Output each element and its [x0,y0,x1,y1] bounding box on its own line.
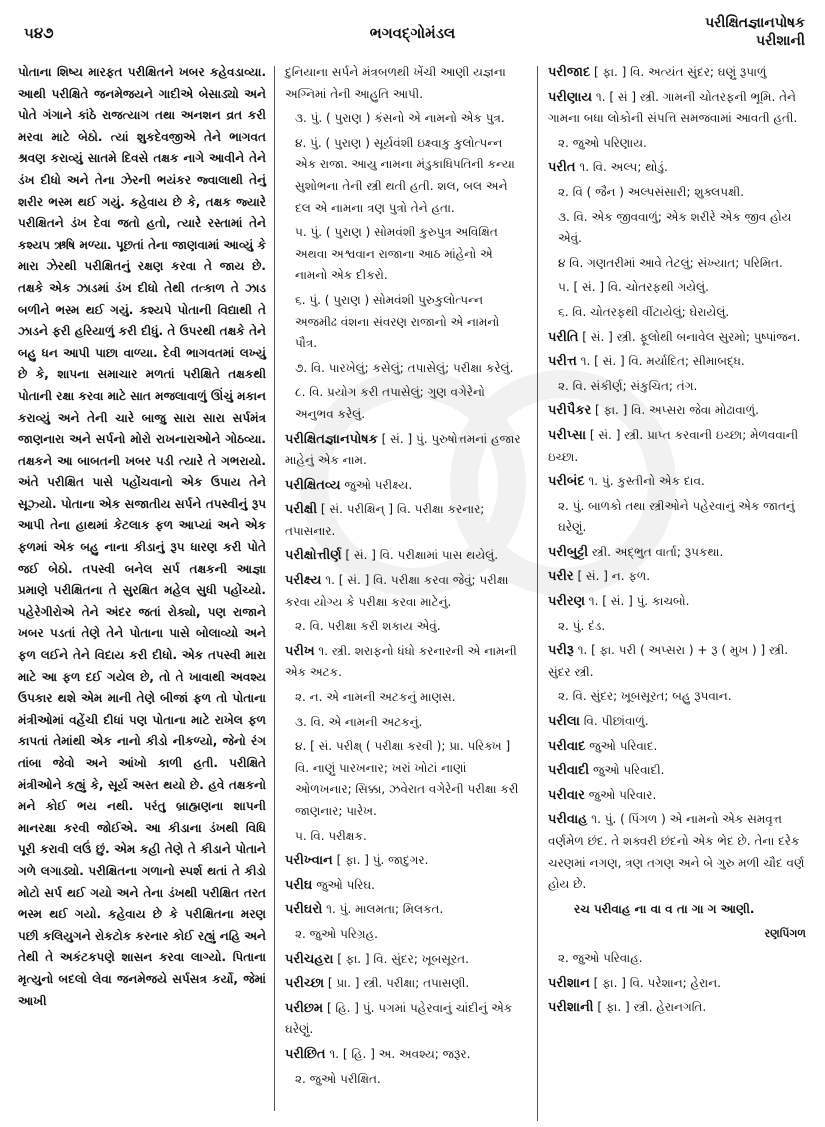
dictionary-entry [548,471,806,493]
definition-text: જુઓ પરીક્ષ્ય. [344,477,413,492]
dictionary-entry [285,545,525,567]
page-number: ૫૪૭ [24,24,54,42]
page-header [0,0,825,60]
dictionary-entry [285,499,525,542]
entry-sense [285,687,525,709]
left-column [18,62,266,1012]
dictionary-entry [548,736,806,758]
dictionary-entry [548,785,806,807]
entry-sense [285,108,525,130]
headword: પરીવાદ [548,738,586,754]
headword: પરીજાદ [548,65,591,80]
entry-sense [285,712,525,734]
definition-text: રચ પરીવાહ ના વા વ તા ગા ગ આણી. [574,901,755,916]
entry-sense [548,686,806,708]
entry-sense [548,207,806,250]
definition-text: ૮. વિ. પ્રયોગ કરી તપાસેલું; ગુણ વગેરેનો અનુભવ કરેલું. [295,385,485,421]
headword: પરીક્ષિતવ્ય [285,477,341,493]
headword: પરીખ્વાન [285,853,333,869]
dictionary-entry [285,899,525,921]
headword: પરીશાની [548,1000,594,1016]
dictionary-entry [548,760,806,782]
definition-text: ૧. [ સં. ] વિ. મર્યાદિત; સીમાબદ્ધ. [580,354,745,369]
definition-text: ૨. વિ. સુંદર; ખૂબસૂરત; બહુ રૂપવાન. [558,689,732,704]
book-title: ભગવદ્ગોમંડલ [369,24,456,42]
dictionary-entry [548,809,806,895]
dictionary-entry [548,400,806,422]
definition-text: ૧. પું. ( પિંગળ ) એ નામનો એક સમવૃત્ત વર્ણમેળ છંદ. તે શક્વરી છંદનો એક ભેદ છે. તેના દરેક ચરણમાં નગણ, ત્રણ તગણ અને બે ગુરુ મળી ચૌદ વર્ણ હોય છે. [548,812,805,892]
headword: પરીઘરો [285,902,323,918]
definition-text: ૫. વિ. પરીક્ષક. [295,828,367,843]
definition-text: રણપિંગળ [764,927,806,941]
column-divider-right [537,66,538,1121]
definition-text: ૩. પું. ( પુરાણ ) કંસનો એ નામનો એક પુત્ર. [295,111,505,126]
definition-text: [ સં. ] ન. ફળ. [577,569,651,584]
dictionary-entry [285,850,525,872]
dictionary-entry [548,327,806,349]
headword: પરીરૂ [548,643,574,659]
definition-text: ૨. જુઓ પરીક્ષિત. [295,1071,381,1086]
entry-sense [548,496,806,539]
headword: પરીક્ષોત્તીર્ણ [285,548,342,564]
definition-text: [ સં. ] વિ. પરીક્ષામાં પાસ થયેલું. [345,548,499,563]
headword: પરીપ્સા [548,427,587,443]
definition-text: ૨. વિ. સંકીર્ણ; સંકુચિત; તંગ. [558,378,698,393]
headword: પરીત [548,160,576,176]
dictionary-entry [548,566,806,588]
dictionary-entry [285,949,525,971]
headword: પરીક્ષિતજ્ઞાનપોષક [285,431,378,447]
entry-sense [285,1069,525,1091]
entry-sense [548,182,806,204]
guide-words [705,14,805,50]
dictionary-entry [548,62,806,84]
headword: પરીલા [548,714,580,730]
headword: પરીવાર [548,787,585,803]
definition-text: ૧. પું. કુસ્તીનો એક દાવ. [588,474,705,489]
entry-sense [285,133,525,219]
headword: પરીપૈકર [548,403,592,419]
definition-text: સ્ત્રી. અદ્ભુત વાર્તા; રૂપકથા. [591,544,724,559]
definition-text: ૨. વિ ( જૈન ) અલ્પસંસારી; શુક્લપક્ષી. [558,184,744,199]
entry-sense [285,736,525,822]
definition-text: ૨. પું. બાળકો તથા સ્ત્રીઓને પહેરવાનું એક જાતનું ઘરેણું. [558,498,795,535]
dictionary-entry [548,997,806,1019]
definition-text: ૨. ન. એ નામની અટકનું માણસ. [295,690,456,705]
headword: પરીત્ત [548,354,577,370]
entry-sense [548,277,806,299]
dictionary-entry [548,157,806,179]
dictionary-entry [548,87,806,130]
definition-text: ૨. વિ. પરીક્ષા કરી શકાય એવું. [295,619,441,634]
entry-sense [285,924,525,946]
definition-text: ૨. જુઓ પરિગ્રહ. [295,926,378,941]
entry-sense [285,358,525,380]
entry-sense [548,253,806,275]
definition-text: [ ફા. ] વિ. સુંદર; ખૂબસૂરત. [337,951,469,966]
entry-sense [285,290,525,355]
definition-text: [ પ્રા. ] સ્ત્રી. પરીક્ષા; તપાસણી. [327,976,470,991]
headword: પરીચહરા [285,951,334,967]
dictionary-entry [548,711,806,733]
headword: પરીરણ [548,594,585,610]
entry-sense [285,826,525,848]
example-verse [548,899,806,921]
dictionary-entry [285,1044,525,1066]
entry-sense [548,376,806,398]
guide-word-last: પરીશાની [756,33,805,49]
definition-text: [ ફા. ] વિ. અપ્સરા જેવા મોઢાવાળું. [595,403,759,418]
definition-text: જુઓ પરિવાદ. [589,738,658,753]
definition-text: [ સં. ] સ્ત્રી. ફૂલોથી બનાવેલ સુરમો; પુષ્પાંજન. [582,329,801,344]
dictionary-entry [285,998,525,1041]
definition-text: ૨. પું. દંડ. [558,618,606,633]
entry-sense [548,616,806,638]
dictionary-entry [285,570,525,613]
entry-sense [285,62,525,105]
dictionary-entry [285,641,525,684]
dictionary-entry [285,973,525,995]
headword: પરીશાન [548,975,590,991]
definition-text: ૧. [ સં ] સ્ત્રી. ગામની ચોતરફની ભૂમિ. તેને ગામના બધા લોકોની સંપત્તિ સમજવામાં આવતી હતી. [548,89,798,126]
definition-text: જુઓ પરિવાર. [588,787,657,802]
definition-text: ૧. [ હિ. ] અ. અવશ્ય; જરૂર. [329,1046,471,1061]
dictionary-entry [548,542,806,564]
definition-text: ૫. પું. ( પુરાણ ) સોમવંશી કુરુપુત્ર અવિક્ષિત અથવા અશ્વવાન રાજાના આઠ માંહેનો એ નામનો એક દીકરો. [295,225,498,283]
definition-text: જુઓ પરિવાદી. [592,763,665,778]
dictionary-entry [548,973,806,995]
headword: પરીણાય [548,89,593,105]
definition-text: ૭. વિ. પારખેલું; કસેલું; તપાસેલું; પરીક્ષા કરેલું. [295,360,514,375]
narrative-paragraph: પોતાના શિષ્ય મારફત પરીક્ષિતને ખબર કહેવડાવ્યા. આથી પરીક્ષિતે જનમેજયને ગાદીએ બેસાડ્યો અને પોતે ગંગાને કાંઠે રાજત્યાગ તથા અનશન વ્રત કરી મરવા માટે બેઠો. ત્યાં શુકદેવજીએ તેને ભાગવત શ્રવણ કરાવ્યું સાતમે દિવસે તક્ષક નાગે આવીને તેને ડંખ દીધો અને તેના ઝેરની ભયંકર જ્વાલાથી તેનું શરીર ભસ્મ થઈ ગયું. કહેવાય છે કે, તક્ષક જ્યારે પરીક્ષિતને ડંખ દેવા જતો હતો, ત્યારે રસ્તામાં તેને કશ્યપ ઋષિ મળ્યા. પૂછતાં તેના જાણવામાં આવ્યું કે મારા ઝેરથી પરીક્ષિતનું રક્ષણ કરવા તે જાય છે. તક્ષકે એક ઝાડમાં ડંખ દીધો તેથી તત્કાળ તે ઝાડ બળીને ભસ્મ થઈ ગયું. કશ્યપે પોતાની વિદ્યાથી તે ઝાડને ફરી હરિયાળું કરી દીધું. તે ઉપરથી તક્ષકે તેને બહુ ધન આપી પાછા વાળ્યા. દેવી ભાગવતમાં લખ્યું છે કે, શાપના સમાચાર મળતાં પરીક્ષિતે તક્ષકથી પોતાની રક્ષા કરવા માટે સાત મજલાવાળું ઊંચું મકાન કરાવ્યું અને તેની ચારે બાજુ સારા સારા સર્પમંત્ર જાણનારા અને સર્પનો મોરો રાખનારાઓને ગોઠવ્યા. તક્ષકને આ બાબતની ખબર પડી ત્યારે તે ગભરાયો. અંતે પરીક્ષિત પાસે પહોંચવાનો એક ઉપાય તેને સૂઝ્યો. પોતાના એક સજાતીય સર્પને તપસ્વીનું રૂપ આપી તેના હાથમાં કેટલાક ફળ આપ્યાં અને એક ફળમાં એક બહુ નાના કીડાનું રૂપ ધારણ કરી પોતે જઈ બેઠો. તપસ્વી બનેલ સર્પ તક્ષકની આજ્ઞા પ્રમાણે પરીક્ષિતના તે સુરક્ષિત મહેલ સુધી પહોંચ્યો. પહેરેગીરોએ તેને અંદર જતાં રોક્યો, પણ રાજાને ખબર પડતાં તેણે તેને પોતાના પાસે બોલાવ્યો અને ફળ લઈને તેને વિદાય કરી દીધો. એક તપસ્વી મારા માટે આ ફળ દઈ ગયેલ છે, તો તે ખાવાથી અવશ્ય ઉપકાર થશે એમ માની તેણે બીજાં ફળ તો પોતાના મંત્રીઓમાં વહેંચી દીધાં પણ પોતાના માટે રાખેલ ફળ કાપતાં તેમાંથી એક નાનો કીડો નીકળ્યો, જેનો રંગ તાંબા જેવો અને આંખો કાળી હતી. પરીક્ષિતે મંત્રીઓને કહ્યું કે, સૂર્ય અસ્ત થયો છે. હવે તક્ષકનો મને કોઈ ભય નથી. પરંતુ બ્રાહ્મણના શાપની માનરક્ષા કરવી જોઈએ. આ કીડાના ડંખથી વિધિ પૂરી કરાવી લઉં છું. એમ કહી તેણે તે કીડાને પોતાને ગળે લગાડ્યો. પરીક્ષિતના ગળાનો સ્પર્શ થતાં તે કીડો મોટો સર્પ થઈ ગયો અને તેના ડંખથી પરીક્ષિત તરત ભસ્મ થઈ ગયો. કહેવાય છે કે પરીક્ષિતના મરણ પછી કલિયુગને રોકટોક કરનાર કોઈ રહ્યું નહિ અને તેથી તે અકંટકપણે શાસન કરવા લાગ્યો. પિતાના મૃત્યુનો બદલો લેવા જનમેજયે સર્પસત્ર કર્યો, જેમાં આખી [18,65,266,1008]
headword: પરીક્ષ્ય [285,573,322,589]
verse-attribution [548,923,806,945]
definition-text: ૧. સ્ત્રી. શરાફનો ધંધો કરનારની એ નામની એક અટક. [285,643,517,680]
definition-text: ૪. [ સં. પરીક્ષ્ ( પરીક્ષા કરવી ); પ્રા. પરિક્ખ ] વિ. નાણું પારખનાર; ખરાં ખોટાં નાણાં ઓળખનાર; સિક્કા, ઝવેરાત વગેરેની પરીક્ષા કરી જાણનાર; પારેખ. [295,739,519,818]
headword: પરીખ [285,643,315,659]
definition-text: જુઓ પરિઘ. [316,877,375,892]
dictionary-entry [285,429,525,472]
definition-text: [ ફા. ] પું. જાદુગર. [336,853,429,868]
entry-sense [548,948,806,970]
entry-sense [285,222,525,287]
definition-text: [ સં. પરીક્ષિન્ ] વિ. પરીક્ષા કરનાર; તપાસનાર. [285,502,485,538]
headword: પરીઘ [285,877,313,893]
dictionary-entry [285,875,525,897]
entry-sense [285,382,525,425]
definition-text: ૪ વિ. ગણતરીમાં આવે તેટલું; સંખ્યાત; પરિમિત. [558,255,783,270]
column-divider-left [274,66,275,1111]
definition-text: [ હિ. ] પું. પગમાં પહેરવાનું ચાંદીનું એક ઘરેણું. [285,1000,513,1037]
definition-text: ૩. વિ. એ નામની અટકનું. [295,714,423,729]
definition-text: ૨. જુઓ પરિણાય. [558,135,647,150]
definition-text: ૬. પું. ( પુરાણ ) સોમવંશી પુરુકુલોત્પન્ન અજમીઢ વંશના સંવરણ રાજાનો એ નામનો પૌત્ર. [295,292,500,351]
entry-sense [548,133,806,155]
headword: પરીવાદી [548,763,590,779]
definition-text: ૧. પું. માલમતા; મિલકત. [326,902,444,917]
definition-text: ૫. [ સં. ] વિ. ચોતરફથી ગયેલું. [558,280,709,295]
definition-text: ૩. વિ. એક જીવવાળું; એક શરીરે એક જીવ હોય એવું. [558,209,792,246]
headword: પરીબુટ્ટી [548,544,589,560]
headword: પરીછિત [285,1046,326,1062]
headword: પરીચ્છા [285,976,325,992]
headword: પરીતિ [548,329,579,345]
dictionary-entry [548,351,806,373]
dictionary-entry [548,640,806,683]
definition-text: ૬. વિ. ચોતરફથી વીંટાયેલું; ઘેરાયેલું. [558,304,730,319]
headword: પરીબંદ [548,474,585,490]
definition-text: [ સં. ] પું. પુરુષોત્તમનાં હજાર માહેનું એક નામ. [285,431,521,468]
headword: પરીવાહ [548,812,588,828]
definition-text: ૧. [ ફા. પરી ( અપ્સરા ) + રૂ ( મુખ ) ] સ્ત્રી. સુંદર સ્ત્રી. [548,643,789,679]
headword: પરીછમ [285,1000,324,1016]
definition-text: [ ફા. ] સ્ત્રી. હેરાનગતિ. [597,1000,707,1015]
right-column [548,62,806,1022]
definition-text: ૧. [ સં. ] પું. કાચબો. [588,594,690,609]
headword: પરીક્ષી [285,502,318,518]
guide-word-first: પરીક્ષિતજ્ઞાનપોષક [705,15,805,31]
headword: પરીર [548,569,574,585]
definition-text: [ ફા. ] વિ. અત્યંત સુંદર; ઘણું રૂપાળું [594,65,767,79]
middle-column [285,62,525,1093]
dictionary-entry [548,591,806,613]
definition-text: ૪. પું. ( પુરાણ ) સૂર્યવંશી ઇક્ષ્વાકુ કુલોત્પન્ન એક રાજા. આયુ નામના મંડુકાધિપતિની કન્યા સુશોભના તેની સ્ત્રી થતી હતી. શલ, બલ અને દલ એ નામના ત્રણ પુત્રો તેને હતા. [295,135,515,215]
entry-sense [548,302,806,324]
definition-text: ૧. વિ. અલ્પ; થોડું. [579,160,668,175]
definition-text: ૨. જુઓ પરિવાહ. [558,950,643,965]
dictionary-entry [548,425,806,468]
definition-text: [ ફા. ] વિ. પરેશાન; હેરાન. [593,975,721,990]
dictionary-entry [285,475,525,497]
entry-sense [285,616,525,638]
definition-text: દુનિયાના સર્પને મંત્રબળથી ખેંચી આણી યજ્ઞના અગ્નિમાં તેની આહુતિ આપી. [285,65,506,101]
definition-text: વિ. પીછાંવાળું. [583,714,649,729]
definition-text: [ સં. ] સ્ત્રી. પ્રાપ્ત કરવાની ઇચ્છા; મેળવવાની ઇચ્છા. [548,427,799,464]
definition-text: ૧. [ સં. ] વિ. પરીક્ષા કરવા જેવું; પરીક્ષા કરવા યોગ્ય કે પરીક્ષા કરવા માટેનું. [285,573,509,609]
